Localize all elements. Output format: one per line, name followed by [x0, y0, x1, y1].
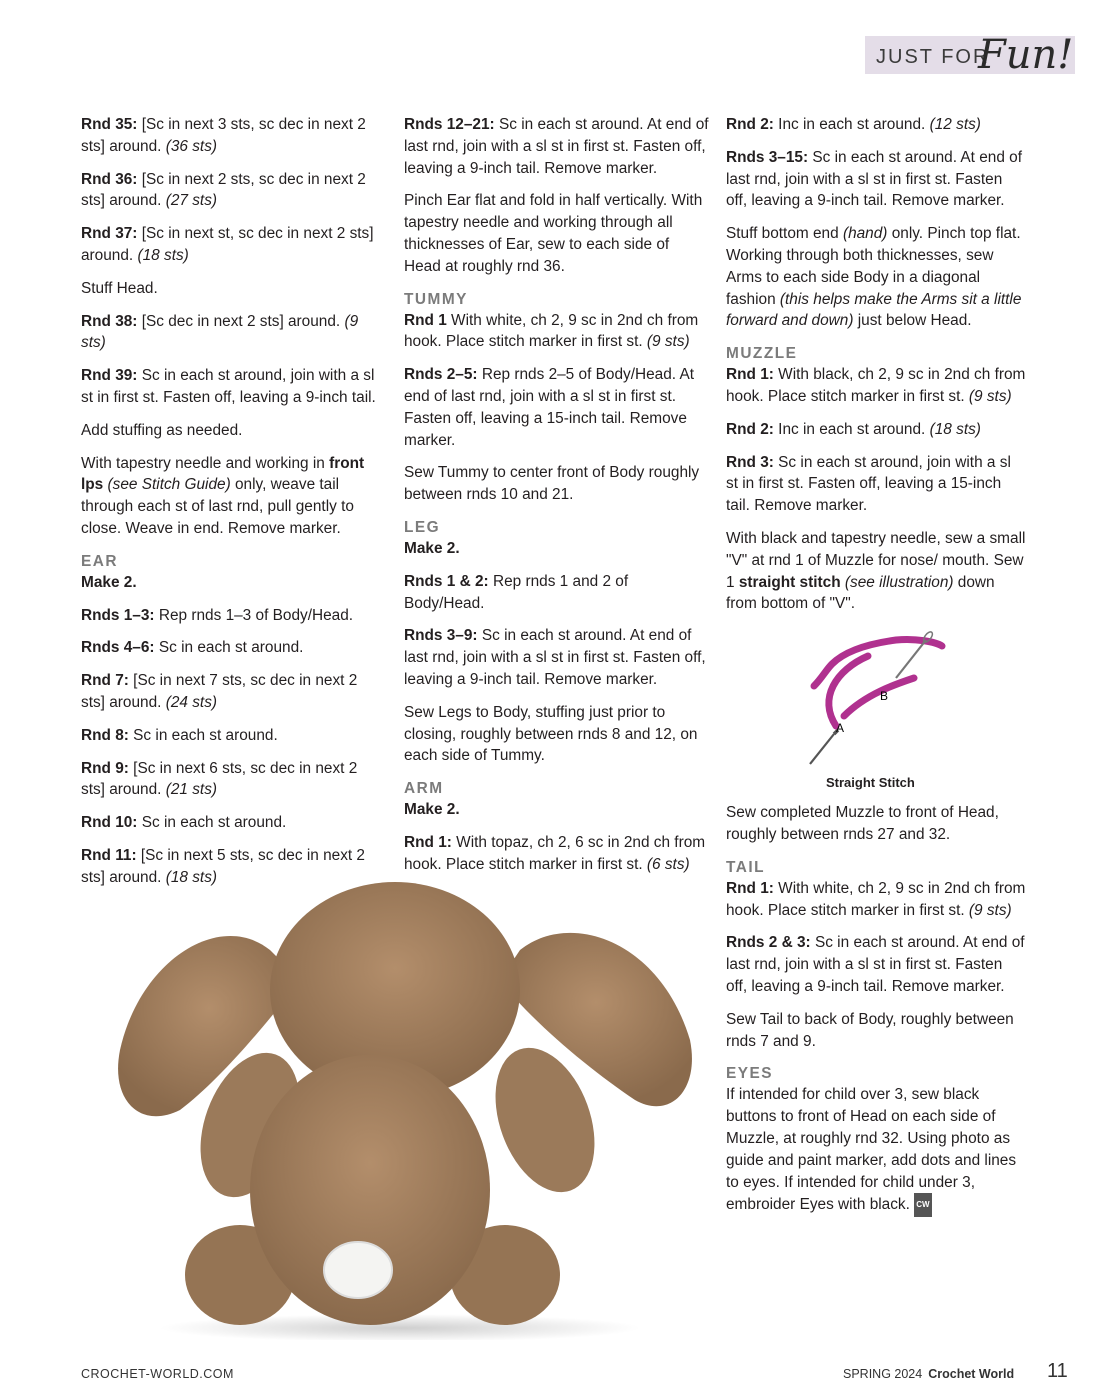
illustration-caption: Straight Stitch	[826, 775, 915, 791]
heading-ear: EAR	[81, 552, 118, 570]
instruction-ear-rnd-9: Rnd 9: [Sc in next 6 sts, sc dec in next 2 sts] around. (21 sts)	[81, 759, 358, 799]
heading-tail: TAIL	[726, 858, 766, 876]
instruction-ear-rnds-1-3: Rnds 1–3: Rep rnds 1–3 of Body/Head.	[81, 606, 354, 624]
instruction-ear-rnd-7: Rnd 7: [Sc in next 7 sts, sc dec in next 2 sts] around. (24 sts)	[81, 672, 358, 711]
needle-upper	[896, 640, 926, 678]
instruction-muzzle-rnd-3: Rnd 3: Sc in each st around, join with a sl st in first st. Fasten off, leaving a 15-inch tail. Remove marker.	[726, 453, 1011, 515]
needle-lower	[810, 734, 834, 764]
leg-make-count: Make 2.	[404, 539, 460, 557]
instruction-add-stuffing: Add stuffing as needed.	[81, 421, 243, 439]
heading-leg: LEG	[404, 518, 441, 536]
instruction-ear-rnd-10: Rnd 10: Sc in each st around.	[81, 814, 287, 832]
instruction-rnd-35: Rnd 35: [Sc in next 3 sts, sc dec in next 2 sts] around. (36 sts)	[81, 116, 366, 155]
heading-tummy: TUMMY	[404, 290, 468, 308]
instruction-rnd-38: Rnd 38: [Sc dec in next 2 sts] around. (9 sts)	[81, 312, 359, 352]
straight-stitch-illustration	[726, 626, 1026, 796]
end-mark-icon: CW	[914, 1193, 931, 1217]
instruction-leg-sew: Sew Legs to Body, stuffing just prior to closing, roughly between rnds 8 and 12, on each side of Tummy.	[404, 703, 698, 765]
banner-lead: JUST FOR	[876, 46, 990, 68]
instruction-tummy-sew: Sew Tummy to center front of Body roughly between rnds 10 and 21.	[404, 464, 700, 504]
instruction-arm-rnd-1: Rnd 1: With topaz, ch 2, 6 sc in 2nd ch from hook. Place stitch marker in first st. (6 sts)	[404, 833, 706, 873]
instruction-tail-sew: Sew Tail to back of Body, roughly between rnds 7 and 9.	[726, 1010, 1014, 1050]
instruction-leg-rnds-3-9: Rnds 3–9: Sc in each st around. At end of last rnd, join with a sl st in first st. Fasten off, leaving a 9-inch tail. Remove marker.	[404, 627, 706, 688]
section-banner	[865, 32, 1075, 78]
footer-magazine: Crochet World	[928, 1367, 1015, 1381]
instruction-muzzle-rnd-1: Rnd 1: With black, ch 2, 9 sc in 2nd ch from hook. Place stitch marker in first st. (9 sts)	[726, 366, 1026, 405]
column-3	[726, 114, 1026, 1228]
point-label-b: B	[880, 689, 889, 704]
column-2	[404, 114, 709, 887]
instruction-tail-rnds-2-3: Rnds 2 & 3: Sc in each st around. At end of last rnd, join with a sl st in first st. Fasten off, leaving a 9-inch tail. Remove marker.	[726, 934, 1025, 995]
arm-make-count: Make 2.	[404, 801, 460, 819]
page-number: 11	[1047, 1360, 1068, 1382]
instruction-ear-rnd-8: Rnd 8: Sc in each st around.	[81, 726, 278, 744]
instruction-rnd-37: Rnd 37: [Sc in next st, sc dec in next 2 sts] around. (18 sts)	[81, 225, 374, 264]
footer-site: CROCHET-WORLD.COM	[81, 1367, 234, 1381]
instruction-ear-rnds-4-6: Rnds 4–6: Sc in each st around.	[81, 639, 304, 657]
instruction-muzzle-nose: With black and tapestry needle, sew a small "V" at rnd 1 of Muzzle for nose/ mouth. Sew 1 straight stitch (see illustration) down from bottom of "V".	[726, 529, 1026, 613]
instruction-eyes: If intended for child over 3, sew black buttons to front of Head on each side of Muzzle, at roughly rnd 32. Using photo as guide and paint marker, add dots and lines to eyes. If intended for child under 3, embroider Eyes with black. CW	[726, 1084, 1026, 1217]
instruction-rnd-39: Rnd 39: Sc in each st around, join with a sl st in first st. Fasten off, leaving a 9-inch tail.	[81, 367, 376, 406]
instruction-tummy-rnd-1: Rnd 1 With white, ch 2, 9 sc in 2nd ch from hook. Place stitch marker in first st. (9 sts)	[404, 311, 699, 351]
instruction-muzzle-rnd-2: Rnd 2: Inc in each st around. (18 sts)	[726, 420, 981, 438]
banner-script: Fun!	[978, 32, 1074, 78]
instruction-tail-rnd-1: Rnd 1: With white, ch 2, 9 sc in 2nd ch from hook. Place stitch marker in first st. (9 sts)	[726, 879, 1026, 919]
instruction-arm-rnd-2: Rnd 2: Inc in each st around. (12 sts)	[726, 116, 981, 133]
column-1	[81, 114, 381, 900]
ear-make-count: Make 2.	[81, 573, 137, 591]
instruction-ear-rnds-12-21: Rnds 12–21: Sc in each st around. At end of last rnd, join with a sl st in first st. Fasten off, leaving a 9-inch tail. Remove marker.	[404, 116, 709, 177]
instruction-muzzle-sew: Sew completed Muzzle to front of Head, roughly between rnds 27 and 32.	[726, 804, 999, 843]
instruction-rnd-36: Rnd 36: [Sc in next 2 sts, sc dec in next 2 sts] around. (27 sts)	[81, 170, 366, 210]
instruction-arm-rnds-3-15: Rnds 3–15: Sc in each st around. At end of last rnd, join with a sl st in first st. Fasten off, leaving a 9-inch tail. Remove marker.	[726, 148, 1023, 210]
heading-arm: ARM	[404, 780, 444, 798]
straight-stitch-diagram	[796, 626, 956, 766]
instruction-weave: With tapestry needle and working in front lps (see Stitch Guide) only, weave tail through each st of last rnd, pull gently to close. Weave in end. Remove marker.	[81, 454, 365, 537]
bunny-photo	[100, 880, 715, 1340]
instruction-ear-attach: Pinch Ear flat and fold in half vertically. With tapestry needle and working through all thicknesses of Ear, sew to each side of Head at roughly rnd 36.	[404, 192, 703, 275]
instruction-arm-stuff: Stuff bottom end (hand) only. Pinch top flat. Working through both thicknesses, sew Arms to each side Body in a diagonal fashion (this helps make the Arms sit a little forward and down) just below Head.	[726, 225, 1022, 330]
heading-eyes: EYES	[726, 1065, 774, 1083]
instruction-ear-rnd-11: Rnd 11: [Sc in next 5 sts, sc dec in next 2 sts] around. (18 sts)	[81, 846, 365, 886]
point-label-a: A	[836, 721, 845, 736]
footer-issue: SPRING 2024 Crochet World	[843, 1367, 1015, 1381]
instruction-leg-rnds-1-2: Rnds 1 & 2: Rep rnds 1 and 2 of Body/Head.	[404, 572, 629, 612]
thread-strand-2	[844, 678, 914, 716]
instruction-stuff-head: Stuff Head.	[81, 279, 158, 297]
heading-muzzle: MUZZLE	[726, 345, 798, 363]
instruction-tummy-rnds-2-5: Rnds 2–5: Rep rnds 2–5 of Body/Head. At end of last rnd, join with a sl st in first st. Fasten off, leaving a 15-inch tail. Remove marker.	[404, 366, 695, 449]
tail	[324, 1242, 392, 1298]
